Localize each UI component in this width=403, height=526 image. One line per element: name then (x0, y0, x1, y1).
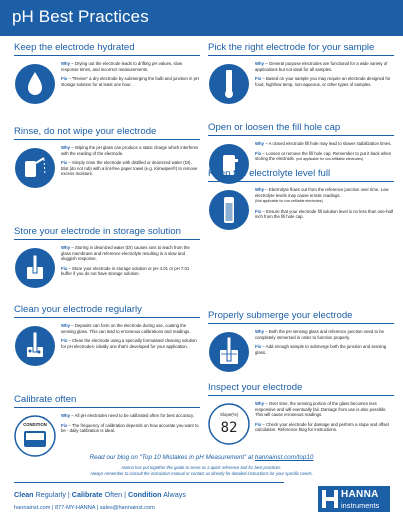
section-title: Keep the electrode hydrated (14, 42, 200, 56)
section-electrolyte (208, 168, 394, 224)
manual-note: Always remember to consult the instruction manual or contact us directly for detailed instructions for your specific needs. (90, 471, 313, 476)
water-drop-icon (14, 63, 56, 105)
section-fillcap (208, 122, 394, 167)
why-text: Why – Both the pH sensing glass and reference junction need to be completely immersed in order to function properly. (255, 329, 384, 340)
why-text: Why – Drying out the electrode leads to drifting pH values, slow response times, and incorrect measurements. (61, 61, 183, 72)
fix-text: Fix – Loosen or remove the fill hole cap. Remember to put it back when storing the electrode. (not applicable for non-refillable electrodes) (255, 150, 392, 162)
rinse-bottle-icon (14, 147, 56, 189)
section-calibrate (14, 394, 200, 438)
section-pick (208, 42, 394, 91)
submerge-beaker-icon (208, 331, 250, 373)
blog-callout-text: Read our blog on “Top 10 Mistakes in pH Measurement” at (89, 454, 255, 461)
hanna-logo (318, 486, 390, 512)
fix-text: Fix – Clean the electrode using a specially formulated cleaning solution for pH electrodes- ideally one that’s developed for your application. (61, 338, 197, 349)
calibration-meter-icon (14, 415, 56, 457)
footer-contact[interactable]: hannainst.com | 877-MY-HANNA | sales@hannainst.com (14, 505, 155, 511)
section-title: Rinse, do not wipe your electrode (14, 126, 200, 140)
section-inspect (208, 382, 394, 437)
section-title: Calibrate often (14, 394, 200, 408)
guide-note: Hanna has put together this guide to serve as a quick reference tool for best practices. (121, 465, 282, 470)
why-text: Why – Electrolyte flows out from the reference junction over time. Low electrolyte levels may cause erratic readings. (Not applicable for non-refillable electrodes) (255, 187, 389, 204)
fix-text: Fix – The frequency of calibration depends on how accurate you want to be - daily calibration is ideal. (61, 422, 199, 434)
logo-name: HANNA (341, 489, 379, 500)
logo-mark-icon (322, 490, 338, 508)
logo-subtitle: instruments (341, 501, 380, 510)
footer-tagline: Clean Regularly | Calibrate Often | Condition Always (14, 490, 186, 499)
blog-link[interactable]: hannainst.com/top10 (254, 454, 314, 461)
section-title: Open or loosen the fill hole cap (208, 122, 394, 136)
slope-value: 82 (220, 420, 238, 436)
section-storage (14, 226, 200, 281)
section-title: Clean your electrode regularly (14, 304, 200, 318)
section-hydrated (14, 42, 200, 91)
fix-text: Fix – Store your electrode in storage solution or pH 4.01 or pH 7.01 buffer if you do not have storage solution. (61, 265, 190, 277)
why-text: Why – General purpose electrodes are functional for a wide variety of applications but not ideal for all samples. (255, 61, 388, 72)
why-text: Why – Deposits can form on the electrode during use, coating the sensing glass. This can lead to erroneous calibrations and readings. (61, 323, 191, 334)
electrolyte-level-icon (208, 189, 250, 231)
fix-text: Fix – Based on your sample you may require an electrode designed for food, high/low temp, non-aqueous, or other types of samples. (255, 76, 391, 87)
why-text: Why – Storing in deionized water (DI) causes ions to leach from the glass membrane and reference electrolyte resulting in a slow and sluggish response. (61, 245, 190, 262)
fix-text: Fix – Check your electrode for damage and perform a slope and offset calculation. Reference blog for instructions. (255, 421, 389, 433)
page-title: pH Best Practices (12, 7, 149, 26)
why-text: Why – Over time, the sensing portion of the glass becomes less responsive and will eventually fail. Damage from use is also possible. This will cause erroneous readings. (255, 401, 387, 418)
section-title: Store your electrode in storage solution (14, 226, 200, 240)
fix-text: Fix – Add enough sample to submerge both the junction and sensing glass. (255, 344, 387, 355)
section-title: Inspect your electrode (208, 382, 394, 396)
section-clean (14, 304, 200, 353)
section-title: Pick the right electrode for your sample (208, 42, 394, 56)
section-title: Properly submerge your electrode (208, 310, 394, 324)
cleaning-icon (14, 325, 56, 367)
slope-label: Slope(%) (219, 412, 239, 417)
fix-text: Fix – “Revive” a dry electrode by submerging the bulb and junction in pH storage solution for at least one hour. (61, 76, 200, 87)
condition-label: CONDITION (23, 422, 47, 427)
why-text: Why – Wiping the pH glass can produce a static charge which interferes with the reading of the electrode. (61, 145, 199, 156)
section-rinse (14, 126, 200, 181)
why-text: Why – A closed electrode fill hole may lead to slower stabilization times. (255, 141, 392, 146)
storage-beaker-icon (14, 247, 56, 289)
slope-display-icon (208, 403, 250, 445)
section-submerge (208, 310, 394, 359)
blog-callout (0, 454, 403, 461)
section-title: Keep the electrolyte level full (208, 168, 394, 182)
footer-divider (14, 482, 284, 483)
why-text: Why – All pH electrodes need to be calibrated often for best accuracy. (61, 413, 194, 418)
fix-text: Fix – Simply rinse the electrode with distilled or deionized water (DI). Blot (do not rub) with a lint-free paper towel (e.g. Kimwipes®) to remove excess moisture. (61, 160, 198, 177)
page-header (0, 0, 403, 36)
fix-text: Fix – Ensure that your electrode fill solution level is no less than one-half inch from the fill hole cap. (255, 208, 394, 220)
electrode-probe-icon (208, 63, 250, 105)
